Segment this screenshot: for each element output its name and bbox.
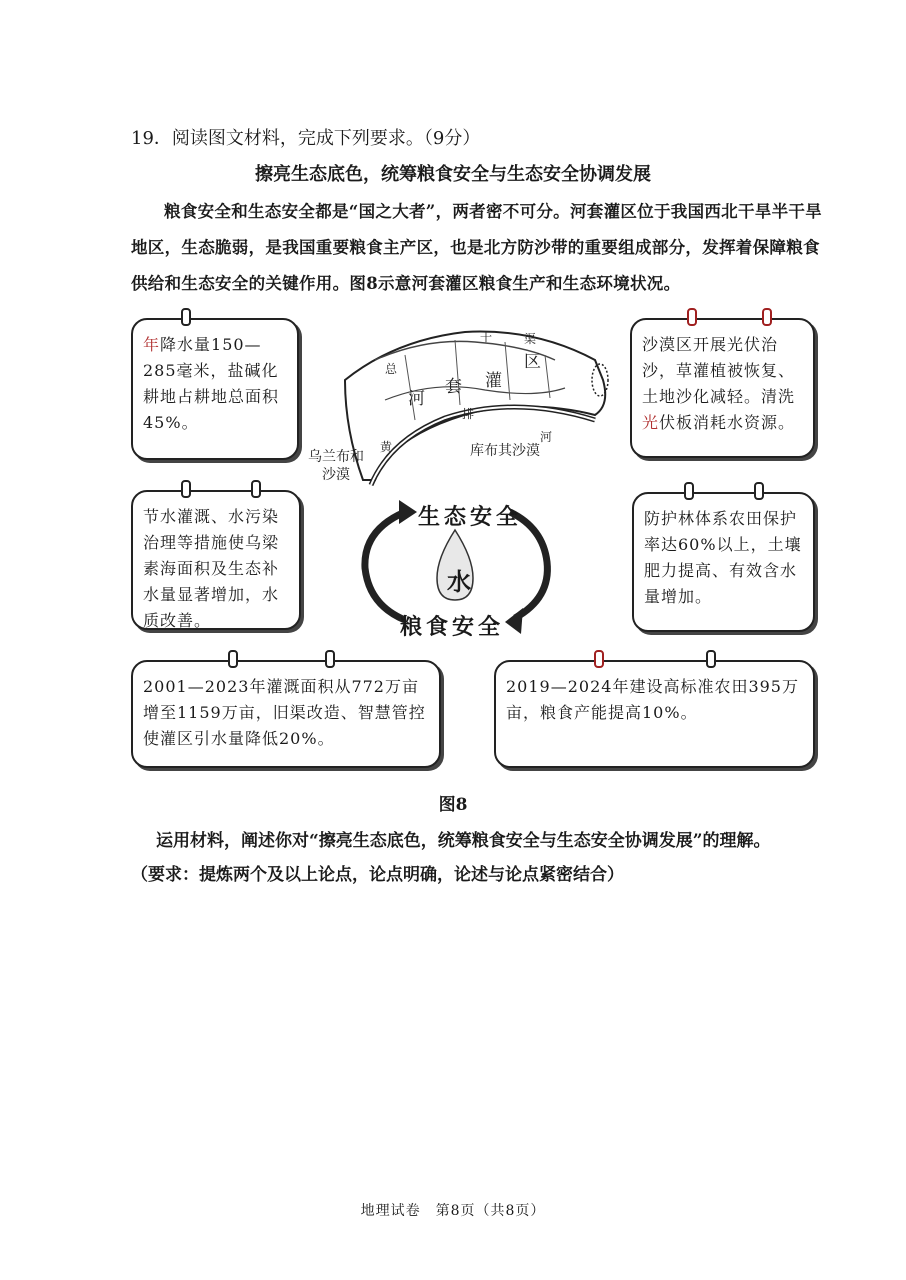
material-headline: 擦亮生态底色，统筹粮食安全与生态安全协调发展 (255, 164, 651, 185)
card-text: 沙漠区开展光伏治沙，草灌植被恢复、土地沙化减轻。清洗 (642, 335, 796, 406)
card-ring (181, 480, 191, 498)
card-water-saving (131, 490, 301, 630)
question-title: 19．阅读图文材料，完成下列要求。（9分） (131, 128, 481, 149)
card-text: 2019—2024年建设高标准农田395万亩，粮食产能提高10%。 (506, 677, 799, 722)
task-instruction: 运用材料，阐述你对“擦亮生态底色，统筹粮食安全与生态安全协调发展”的理解。 (156, 831, 771, 851)
figure-caption: 图8 (438, 795, 468, 815)
material-intro: 粮食安全和生态安全都是“国之大者”，两者密不可分。河套灌区位于我国西北干旱半干旱地区，生态脆弱，是我国重要粮食主产区，也是北方防沙带的重要组成部分，发挥着保障粮食供给和生态安全的关键作用。图8示意河套灌区粮食生产和生态环境状况。 (131, 202, 822, 293)
map-label-region: 套 (445, 377, 462, 397)
card-ring (251, 480, 261, 498)
card-ring (228, 650, 238, 668)
page-footer: 地理试卷 第8页（共8页） (360, 1203, 546, 1219)
card-ring (325, 650, 335, 668)
map-label-canal: 干 (480, 330, 493, 344)
map-label-river: 河 (540, 430, 553, 444)
card-ring (687, 308, 697, 326)
card-text-red: 光 (642, 413, 660, 432)
map-label-region: 河 (408, 389, 425, 409)
card-irrigation (131, 660, 441, 768)
card-text: 降水量150—285毫米，盐碱化耕地占耕地总面积45%。 (143, 335, 280, 432)
cycle-arrow-left-head (399, 500, 417, 524)
card-precipitation (131, 318, 299, 460)
card-text: 伏板消耗水资源。 (659, 413, 796, 432)
card-text: 节水灌溉、水污染治理等措施使乌梁素海面积及生态补水量显著增加，水质改善。 (143, 507, 280, 630)
card-farmland (494, 660, 815, 768)
card-shelterbelt (632, 492, 815, 632)
map-label-river: 黄 (380, 440, 393, 454)
card-ring (754, 482, 764, 500)
cycle-label-ecology: 生态安全 (418, 504, 523, 530)
map-label-drain: 排 (462, 407, 475, 421)
canal-branch (505, 342, 510, 400)
card-ring (762, 308, 772, 326)
card-ring (684, 482, 694, 500)
map-label-wulan-desert: 乌兰布和 (308, 449, 364, 465)
task-requirement: （要求：提炼两个及以上论点，论点明确，论述与论点紧密结合） (131, 865, 624, 885)
card-text: 防护林体系农田保护率达60%以上，土壤肥力提高、有效含水量增加。 (644, 509, 802, 606)
cycle-label-water: 水 (447, 567, 471, 596)
cycle-arrow-right-head (505, 608, 523, 634)
card-text: 2001—2023年灌溉面积从772万亩增至1159万亩，旧渠改造、智慧管控使灌区引水量降低20%。 (143, 677, 426, 748)
map-label-region: 区 (524, 352, 541, 372)
card-desert-solar (630, 318, 815, 458)
map-label-kubuqi-desert: 库布其沙漠 (470, 443, 540, 459)
card-ring (594, 650, 604, 668)
map-label-region: 灌 (485, 371, 502, 391)
map-label-wulan-desert: 沙漠 (322, 467, 350, 483)
map-label-canal: 渠 (524, 332, 537, 346)
map-label-drain: 总 (385, 362, 398, 376)
card-text-prefix: 年 (143, 335, 161, 354)
cycle-label-food: 粮食安全 (400, 614, 505, 640)
card-ring (706, 650, 716, 668)
card-ring (181, 308, 191, 326)
cycle-arrow-left (365, 512, 405, 620)
